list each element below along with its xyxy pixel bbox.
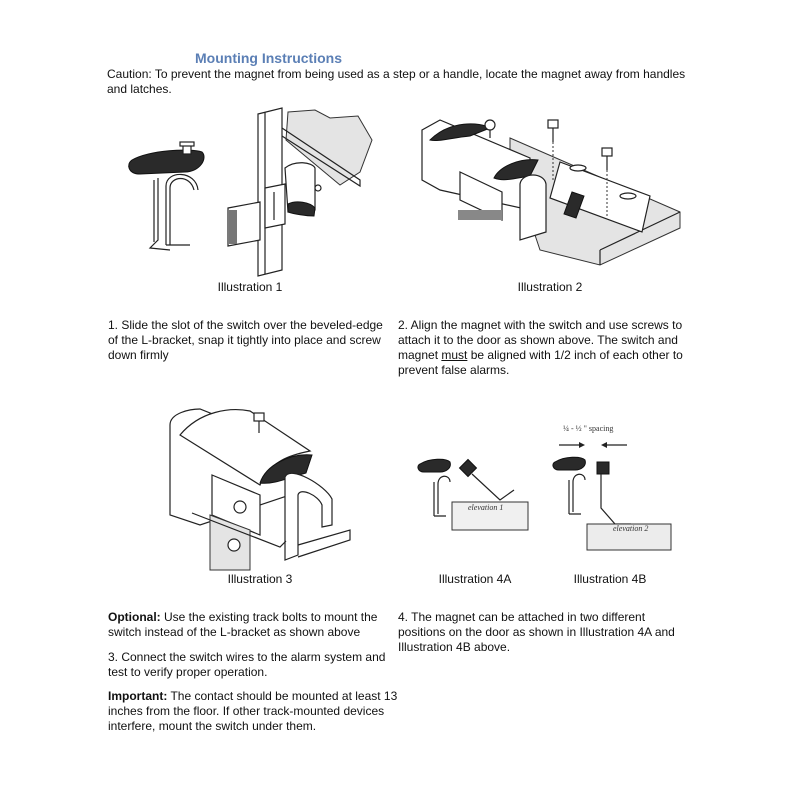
magnet-position-elevation-2-illustration — [545, 420, 675, 560]
spacing-arrow-left-icon — [601, 442, 627, 448]
important-text: The contact should be mounted at least 13 inches from the floor. If other track-mounted devices interfere, mount the switch under them. — [108, 689, 398, 733]
magnet-position-elevation-1-illustration — [410, 450, 540, 560]
track-bolt-mount-illustration — [150, 395, 370, 570]
caution-note: Caution: To prevent the magnet from being used as a step or a handle, locate the magnet away from handles and latches. — [107, 67, 686, 96]
step-2-text-end: be aligned with 1/2 inch of each other to prevent false alarms. — [398, 348, 683, 377]
optional-note — [108, 610, 398, 640]
spacing-arrow-right-icon — [559, 442, 585, 448]
illustration-4b — [545, 420, 675, 590]
illustration-3 — [150, 395, 370, 590]
step-2-emphasis: must — [441, 348, 468, 362]
illustration-4a — [410, 450, 540, 590]
l-bracket-switch-mount-illustration — [110, 100, 390, 280]
step-1-text: 1. Slide the slot of the switch over the beveled-edge of the L-bracket, snap it tightly into place and screw down firmly — [108, 318, 383, 362]
optional-text: Use the existing track bolts to mount the switch instead of the L-bracket as shown above — [108, 610, 378, 639]
illustration-1 — [110, 100, 390, 300]
illustration-1-caption: Illustration 1 — [217, 280, 283, 294]
illustration-3-caption: Illustration 3 — [227, 572, 293, 586]
important-label: Important: — [108, 689, 168, 703]
illustration-2-caption: Illustration 2 — [517, 280, 583, 294]
step-2-text — [398, 318, 688, 378]
spacing-label: ¼ - ½ " spacing — [563, 424, 614, 433]
illustration-4a-caption: Illustration 4A — [438, 572, 512, 586]
elevation-2-label: elevation 2 — [613, 524, 649, 533]
illustration-2 — [410, 100, 690, 300]
elevation-1-label: elevation 1 — [468, 503, 504, 512]
important-note — [108, 689, 398, 734]
step-2-text-start: 2. Align the magnet with the switch and use screws to attach it to the door as shown above. The switch and magnet — [398, 318, 683, 362]
step-3-text: 3. Connect the switch wires to the alarm system and test to verify proper operation. — [108, 650, 386, 679]
page-title: Mounting Instructions — [195, 50, 342, 66]
illustration-4b-caption: Illustration 4B — [573, 572, 647, 586]
step-4-text: 4. The magnet can be attached in two different positions on the door as shown in Illustration 4A and Illustration 4B above. — [398, 610, 675, 654]
magnet-alignment-screws-illustration — [410, 100, 690, 280]
optional-label: Optional: — [108, 610, 161, 624]
